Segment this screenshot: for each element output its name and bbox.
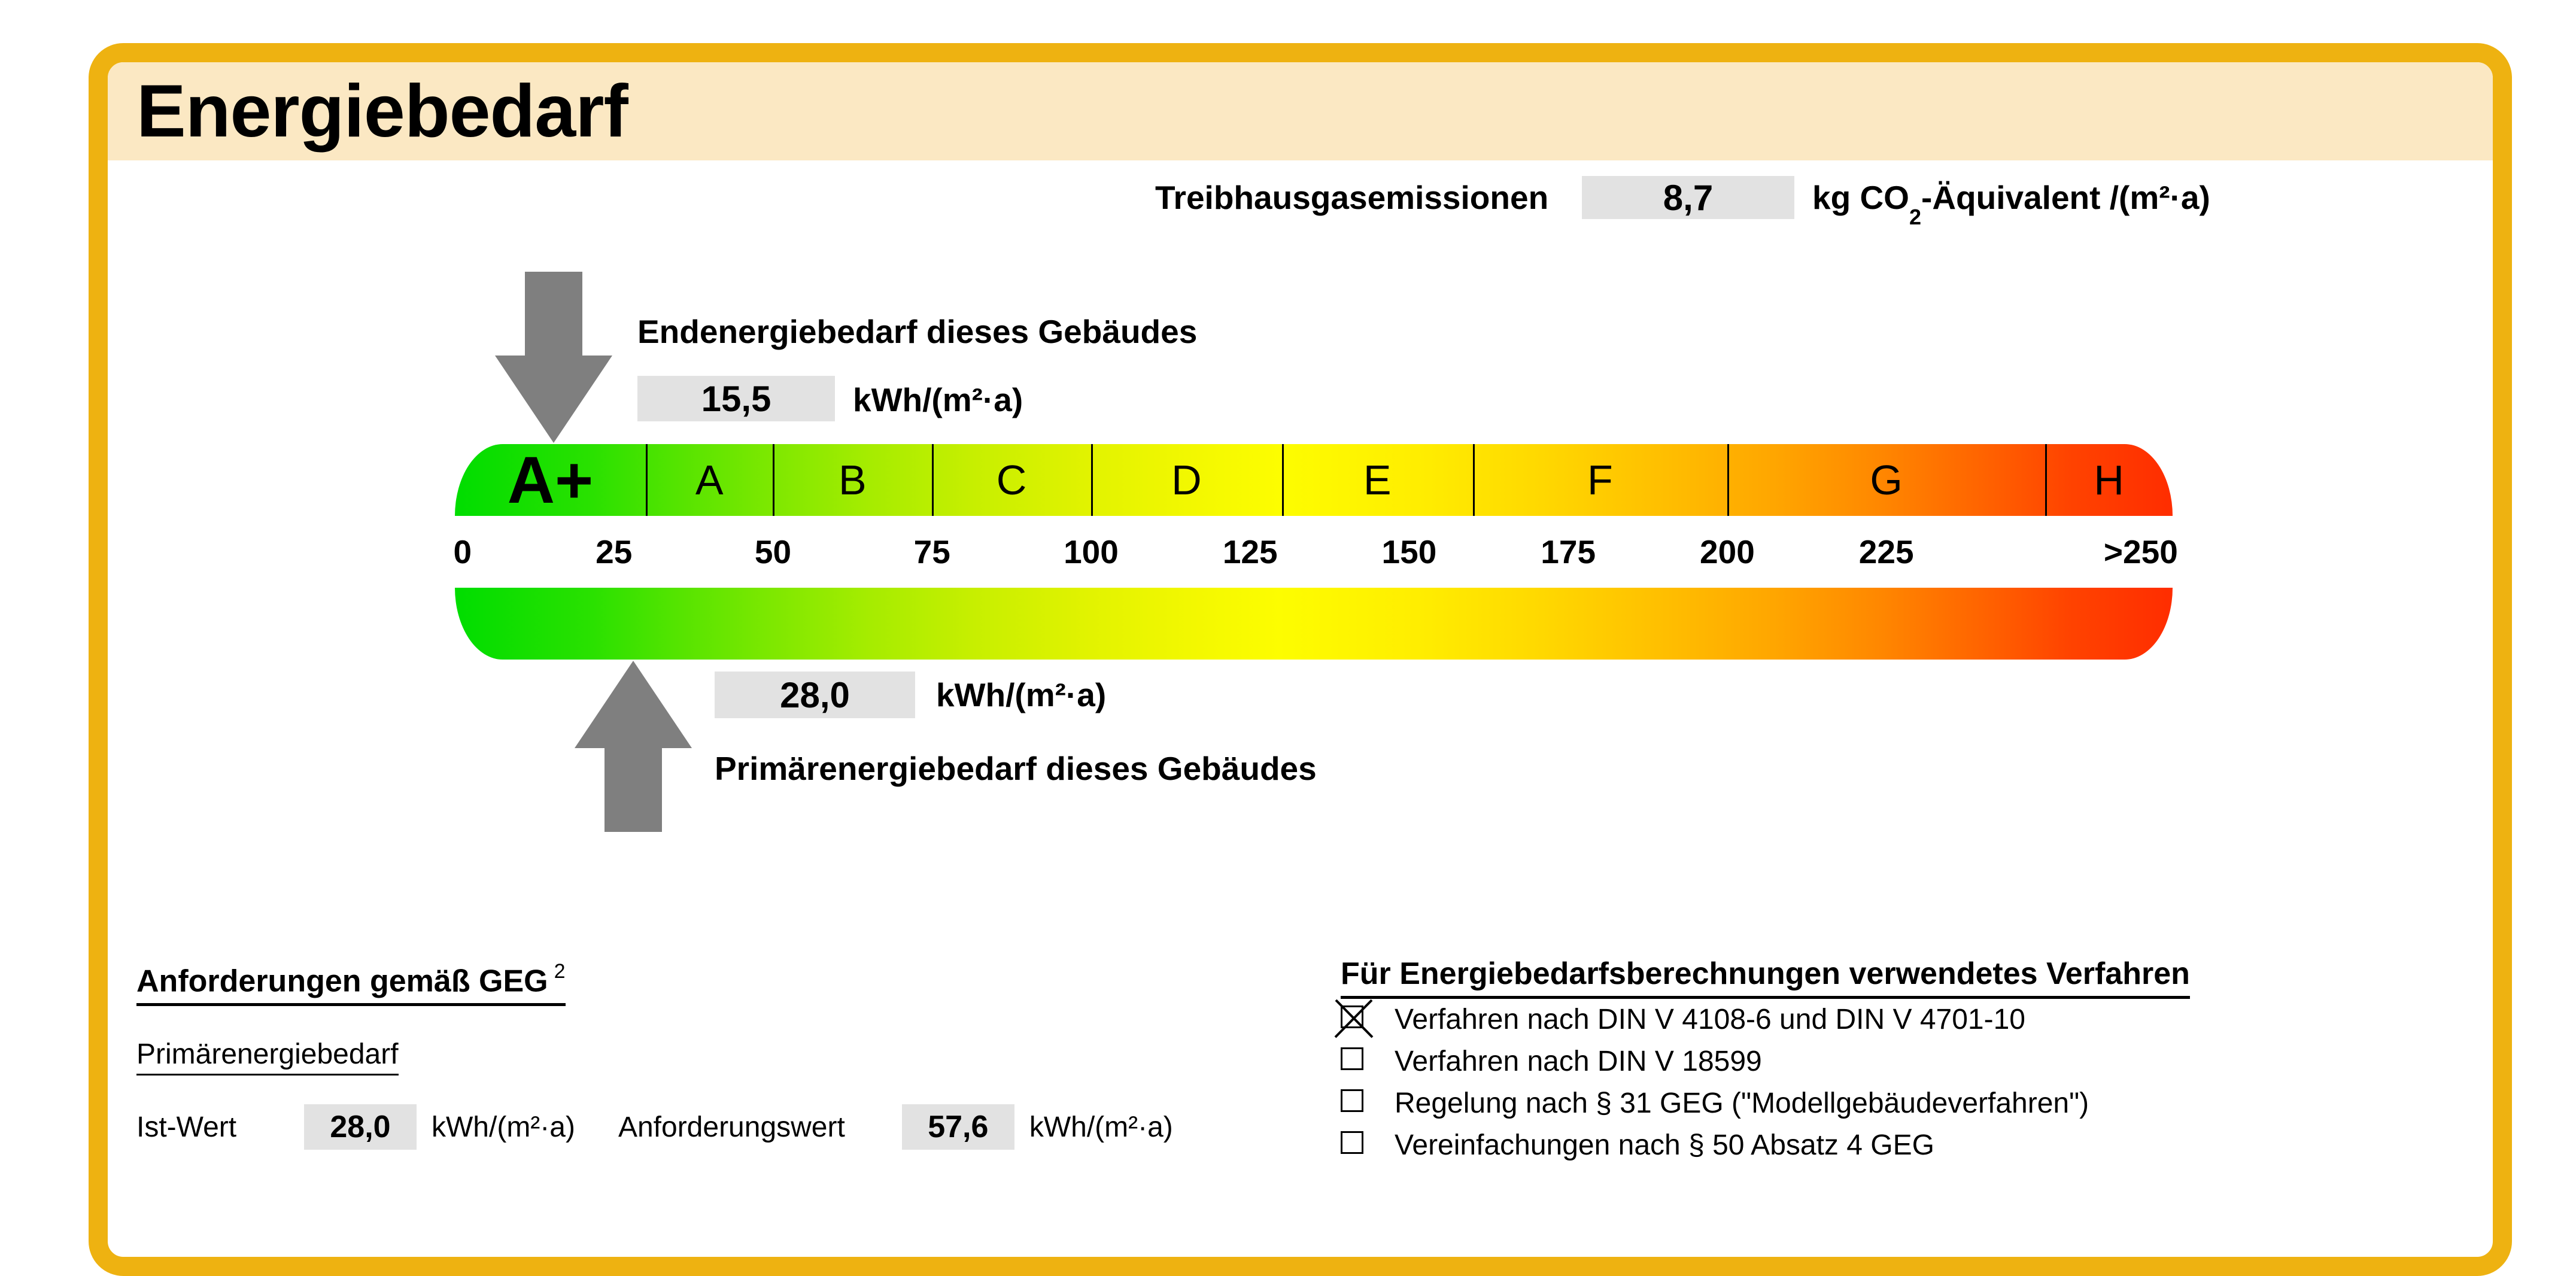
tick-label-200: 200 [1700, 533, 1755, 570]
method-option-label: Verfahren nach DIN V 18599 [1395, 1046, 1762, 1077]
required-value-label: Anforderungswert [618, 1111, 845, 1143]
method-option-label: Vereinfachungen nach § 50 Absatz 4 GEG [1395, 1129, 1934, 1161]
ghg-unit [1812, 176, 2210, 229]
actual-value-unit: kWh/(m²·a) [432, 1111, 575, 1143]
end-energy-arrow-icon [494, 272, 613, 444]
primary-energy-arrow-icon [573, 660, 693, 832]
method-option-row [1341, 1003, 2478, 1037]
end-energy-unit-text: kWh/(m²·a) [853, 381, 1023, 418]
energy-scale [453, 444, 2178, 660]
method-option-row [1341, 1087, 2478, 1120]
tick-label-150: 150 [1381, 533, 1437, 570]
actual-value-label: Ist-Wert [136, 1111, 237, 1143]
checkbox-unchecked[interactable] [1341, 1089, 1363, 1112]
tick-label-175: 175 [1541, 533, 1596, 570]
class-letter-D: D [1171, 457, 1202, 503]
method-heading: Für Energiebedarfsberechnungen verwendetes Verfahren [1341, 956, 2190, 999]
class-letter-A+: A+ [507, 444, 594, 516]
requirements-heading-footnote: 2 [554, 960, 566, 983]
gradient-band [455, 588, 2173, 660]
tick-label-75: 75 [913, 533, 950, 570]
class-letter-E: E [1363, 457, 1392, 503]
tick-strip [453, 516, 2178, 588]
tick-label->250: >250 [2103, 533, 2178, 570]
tick-label-100: 100 [1064, 533, 1119, 570]
class-letter-H: H [2094, 457, 2124, 503]
required-value-box: 57,6 [902, 1104, 1014, 1150]
requirements-section [136, 956, 1310, 1150]
method-option-row [1341, 1129, 2478, 1162]
method-section [1341, 956, 2478, 1171]
class-letter-C: C [996, 457, 1027, 503]
checkbox-checked[interactable] [1341, 1005, 1363, 1028]
page-title: Energiebedarf [136, 70, 628, 153]
class-letter-B: B [838, 457, 867, 503]
class-letter-G: G [1870, 457, 1903, 503]
primary-energy-unit [936, 672, 1106, 718]
header-band [108, 62, 2493, 160]
class-band [455, 444, 2173, 516]
requirements-heading-text: Anforderungen gemäß GEG [136, 964, 548, 999]
class-letter-F: F [1587, 457, 1613, 503]
class-letter-A: A [695, 457, 724, 503]
tick-label-125: 125 [1222, 533, 1278, 570]
checkbox-unchecked[interactable] [1341, 1047, 1363, 1070]
method-option-label: Verfahren nach DIN V 4108-6 und DIN V 4701-10 [1395, 1004, 2025, 1035]
end-energy-label: Endenergiebedarf dieses Gebäudes [637, 313, 1198, 350]
requirements-subheading: Primärenergiebedarf [136, 1038, 399, 1076]
ghg-label-text: Treibhausgasemissionen [1155, 179, 1549, 216]
primary-energy-label: Primärenergiebedarf dieses Gebäudes [715, 750, 1317, 787]
primary-energy-value-box: 28,0 [715, 672, 915, 718]
x-mark-icon [1334, 999, 1374, 1038]
tick-label-225: 225 [1858, 533, 1914, 570]
method-option-row [1341, 1045, 2478, 1078]
requirements-heading [136, 956, 566, 1006]
end-energy-unit [853, 377, 1023, 423]
checkbox-unchecked[interactable] [1341, 1131, 1363, 1154]
actual-value-box: 28,0 [304, 1104, 417, 1150]
ghg-emissions-label [1155, 176, 1548, 219]
ghg-unit-suffix: -Äquivalent /(m²·a) [1921, 179, 2210, 216]
requirements-values-row [136, 1104, 1310, 1150]
method-options-list [1341, 1003, 2478, 1162]
tick-label-50: 50 [754, 533, 792, 570]
primary-energy-unit-text: kWh/(m²·a) [936, 676, 1107, 713]
end-energy-value-box: 15,5 [637, 376, 835, 421]
tick-label-25: 25 [596, 533, 633, 570]
ghg-unit-subscript: 2 [1909, 205, 1921, 229]
required-value-unit: kWh/(m²·a) [1029, 1111, 1173, 1143]
method-option-label: Regelung nach § 31 GEG ("Modellgebäudeverfahren") [1395, 1087, 2089, 1119]
ghg-value-box: 8,7 [1582, 176, 1794, 219]
ghg-unit-prefix: kg CO [1812, 179, 1909, 216]
ghg-unit-text [1812, 178, 2210, 229]
tick-label-0: 0 [453, 533, 472, 570]
